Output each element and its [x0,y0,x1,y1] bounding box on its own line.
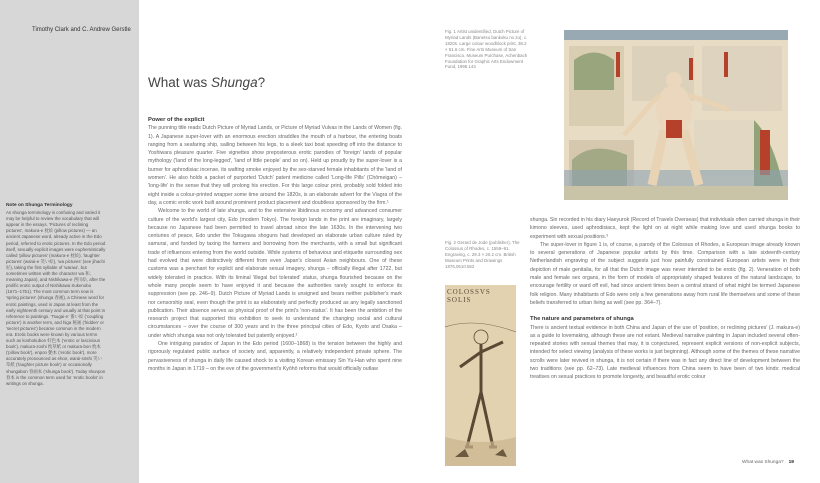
paragraph: Welcome to the world of late shunga, and to the extensive libidinous economy and advanced consumer culture of the world's largest city, Edo (modern Tokyo). The foreign lands in the print are imaginary, largely because no Japanese had been permitted to travel abroad since the late 1630s. In the intervening two centuries of peace, Edo under the Tokugawa shoguns had developed an elaborate urban culture ruled by samurai, and funded by taxing the farmers and borrowing from the merchants, with a small but significant trade of influences entering from the world outside. While systems of behaviour and etiquette surrounding sex had evolved that were distinctively different from even Japan's closest Asian neighbours. One of these customs was a penchant for explicit and elaborate sexual imagery, shunga – officially illegal after 1722, but widely tolerated in practice. With its liminal 'illegal but tolerated' status, shunga flourished because on the whole many people seem to have enjoyed it and because the authorities rarely sought to enforce its suppression (see pp. 246–9). Dutch Picture of Myriad Lands is unsigned and bears neither publisher's mark nor censorship seal, even though the print is as elaborately and perfectly produced as any legally sanctioned publication. Their absence serves as physical proof of the print's 'non-status'. It has been the ambition of the research project that supported this exhibition to seek to understand the changing social and cultural circumstances – over the course of 300 years and in the three principal cities of Edo, Kyoto and Osaka – under which shunga was not only tolerated but patently enjoyed.² [148,208,402,339]
paragraph: shunga. Sin recorded in his diary Haeyurok (Record of Travels Overseas) that individuals often carried shunga in their kimono sleeves, used aphrodisiacs, kept the light on at night while making love and used shunga books to experiment with sexual positions.³ [530,217,800,240]
figure-2-caption: Fig. 2 Gerard de Jode (publisher), The Colossus of Rhodes, c. 1559–91. Engraving, c. 29.3 × 20.2 cm. British Museum Prints and Drawings 1876,0510.552 [445,240,520,269]
section-heading: Power of the explicit [148,117,205,123]
section-heading: The nature and parameters of shunga [530,316,634,323]
author-names: Timothy Clark and C. Andrew Gerstle [32,27,131,33]
figure-2-image [445,285,516,466]
note-text: As shunga terminology is confusing and varied it may be helpful to review the vocabulary that will appear in the essays. 'Pictures of reclining pictures', makura-e 枕絵 (pillow pictures) — an ancient Japanese word, already active in the Edo period, referred to erotic pictures. In the Edo period itself, sexually explicit images were euphemistically called 'pillow pictures' (makura-e 枕絵), 'laughter pictures' (warai-e 笑い絵), 'wa pictures' (see jihachi 好), taking the first syllable of 'waraui', but sometimes written with the character wa 和, meaning Japan), and Nishikawa-e 西川絵, after the prolific erotic output of Nishikawa Sukenobu (1671–1751). The most common term now is 'spring pictures' (shunga 春画), a Chinese word for erotic paintings, used in Japan at least from the early eighteenth century and usually at that point in reference to paintings. 'Tsugai-e' 番い絵 ('coupling picture') is another term, and higa 秘画 ('hidden' or 'secret pictures') became common in the modern era. Erotic books were known by various terms such as koshokubon 好色本 ('erotic or lascivious book'), makura-zoshi 枕草紙 or makura-bon 枕本 ('pillow book'), enpon 艶本 ('erotic book'), more accurately pronounced as ehon, warai-sōshi 笑い草紙 ('laughter picture book') or occasionally shungabon 春画本 ('shunga book'). Today shunpon 春本 is the common term used for 'erotic books' in writings on shunga. [6,210,106,386]
right-column-text [530,216,800,382]
page-title [148,75,265,90]
page-number: 19 [788,460,794,465]
title-text: What was [148,75,212,90]
engraving-inscription: COLOSSVS SOLIS [447,288,491,304]
note-title: Note on Shunga Terminology [6,203,73,208]
left-column-text [148,116,402,373]
gray-sidebar [0,0,139,483]
paragraph: The punning title reads Dutch Picture of Myriad Lands, or Picture of Myriad Vulvas in the Lands of Women (fig. 1). A Japanese super-lover with an enormous erection straddles the mouth of a harbour, the entering boats ranging from a seafaring ship, sailing between his legs, to a sleek taxi boat speeding off into the distance to Yoshiwara pleasure quarter. Five vignettes show preposterous erotic parodies of 'foreign' lands of popular mythology ('land of the long-legged', 'land of little people' and so on). Held up proudly by the super-lover is a burner for aphrodisiac incense, its wafting smoke enjoyed by the sex-starved female inhabitants of the 'land of women'. He also holds a packet of purported 'Dutch' patent medicine called 'Long-life Pills' (Chōmeigan) – 'long-life' in the sense that they will prolong his erection. For this large colour print, probably sold folded into eight inside a colour-printed wrapper some time around the 1820s, is an elaborate advert for the Viagra of the day, a comic erotic work built around prominent product placement and doubtless sponsored by the firm.¹ [148,125,402,206]
title-italic: Shunga [211,75,258,90]
terminology-note [6,203,106,387]
paragraph: There is ancient textual evidence in both China and Japan of the use of 'position, or reclining pictures' (J. makura-e) as a guide to lovemaking, although these are not extant. Medieval narrative painting in Japan included several often-repeated stories with sexual themes that may, it is conjectured, represent explicit versions of non-explicit subjects, intended for select viewing (analysis of these works is just beginning). Although some of the themes of these narrative scrolls were later revived in shunga, it is not certain if there was in fact any direct line of development between the two traditions (see pp. 62–73). Late medieval influences from China seem to have been of two kinds: medical treatises on sexual practices to promote longevity, and beautiful erotic colour [530,324,800,381]
paragraph: The super-lover in figure 1 is, of course, a parody of the Colossus of Rhodes, a European image already known to several generations of Japanese popular artists by this time. Comparison with a late sixteenth-century Netherlandish engraving of the subject suggests just how painfully constrained European artists were in their depiction of male genitalia, for all that the Dutch image was never intended to be erotic (fig. 2). Veneration of both male and female sex organs, in the form of models of appropriately shaped features of the natural landscape, to encourage fertility or ward off evil, had since ancient times been a central strand of what might be termed Japanese folk religion. Many inhabitants of Edo were only a few generations away from rural life themselves and some of these beliefs transferred to urban living as well (see pp. 364–7). [530,241,800,306]
paragraph: One intriguing paradox of Japan in the Edo period (1600–1868) is the tension between the highly and rigorously regulated public surface of society and, apparently, a relatively independent private sphere. The pervasiveness of shunga in daily life caused shock to a visiting Korean emissary Sin Yu-Han who spent nine months in Japan in 1719 – on the eve of the government's Kyōhō reforms that would officially outlaw [148,341,402,372]
figure-1-image [564,30,788,200]
running-title: What was Shunga? [742,460,784,465]
title-end: ? [257,75,266,90]
figure-1-caption: Fig. 1 Artist unidentified, Dutch Picture of Myriad Lands (Banetsu bankoku no zu), c. 1820s. Large colour woodblock print, 38.2 × 51.6 cm. Fine Arts Museum of San Francisco. Museum Purchase, Achenbach Foundation for Graphic Arts Endowment Fund, 1996.144 [445,29,528,70]
page-footer [742,460,794,465]
